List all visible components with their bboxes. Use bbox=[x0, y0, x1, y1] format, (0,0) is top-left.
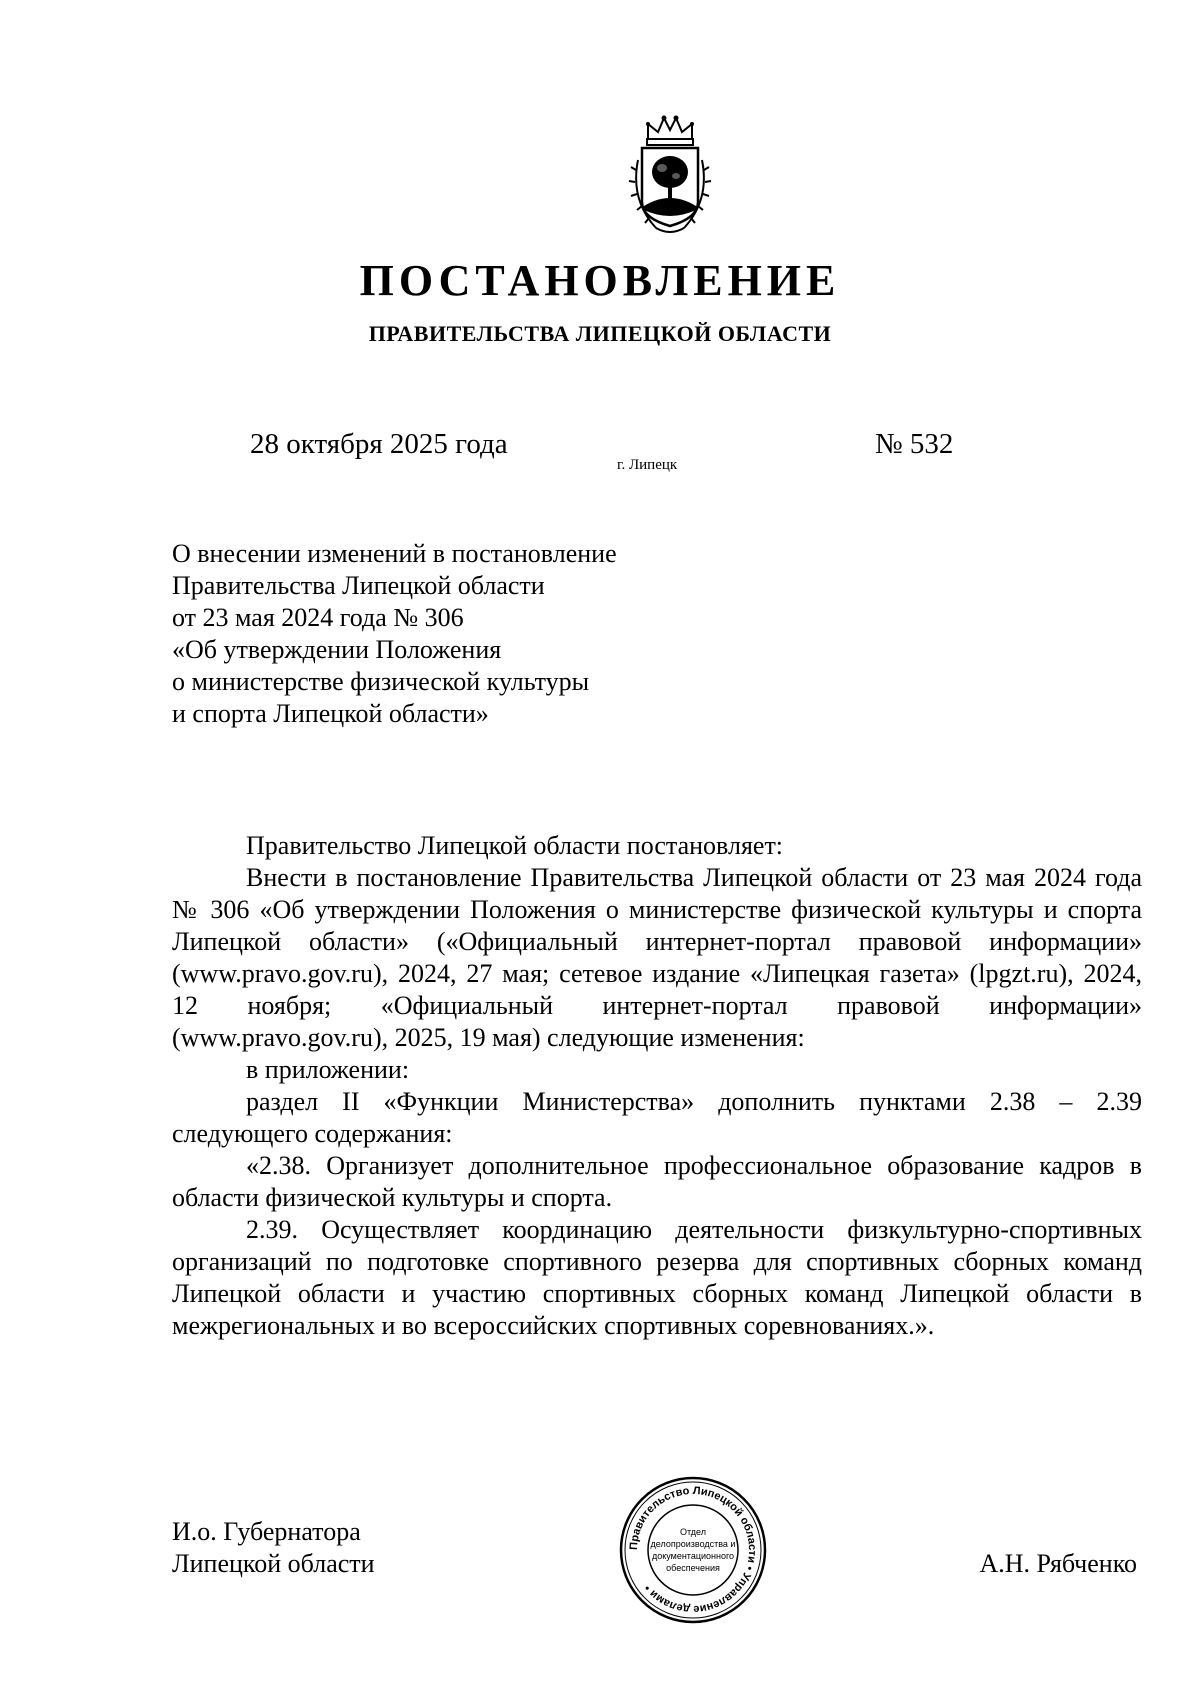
stamp-center-text: Отдел bbox=[679, 1527, 707, 1537]
document-body bbox=[172, 830, 1142, 1342]
signatory-position-line: И.о. Губернатора bbox=[172, 1517, 361, 1546]
subject-line: «Об утверждении Положения bbox=[172, 635, 502, 664]
document-number: № 532 bbox=[875, 428, 954, 460]
document-place: г. Липецк bbox=[617, 457, 678, 473]
seal-stamp-icon bbox=[618, 1475, 768, 1625]
document-subject bbox=[172, 538, 772, 730]
body-paragraph: раздел II «Функции Министерства» дополнить пунктами 2.38 – 2.39 следующего содержания: bbox=[172, 1087, 1142, 1148]
body-paragraph: «2.38. Организует дополнительное профессиональное образование кадров в области физической культуры и спорта. bbox=[172, 1151, 1142, 1212]
subject-line: и спорта Липецкой области» bbox=[172, 699, 489, 728]
coat-of-arms-icon bbox=[620, 110, 720, 240]
signatory-name: А.Н. Рябченко bbox=[979, 1549, 1137, 1578]
stamp-ring-text: Правительство Липецкой области • Управление делами • bbox=[627, 1484, 759, 1616]
stamp-center-text: делопроизводства и bbox=[650, 1539, 736, 1549]
subject-line: о министерстве физической культуры bbox=[172, 667, 590, 696]
document-date: 28 октября 2025 года bbox=[250, 428, 508, 460]
body-paragraph: 2.39. Осуществляет координацию деятельности физкультурно-спортивных организаций по подготовке спортивного резерва для спортивных сборных команд Липецкой области и участию спортивных сборных команд Липецкой области в межрегиональных и во всероссийских спортивных соревнованиях.». bbox=[172, 1215, 1142, 1340]
document-title: ПОСТАНОВЛЕНИЕ bbox=[359, 256, 841, 305]
stamp-center-text: документационного bbox=[651, 1551, 735, 1561]
subject-line: Правительства Липецкой области bbox=[172, 571, 545, 600]
stamp-center-text: обеспечения bbox=[666, 1563, 720, 1573]
signatory-position bbox=[172, 1516, 375, 1580]
body-paragraph: в приложении: bbox=[246, 1055, 410, 1084]
document-subtitle: ПРАВИТЕЛЬСТВА ЛИПЕЦКОЙ ОБЛАСТИ bbox=[368, 321, 832, 346]
subject-line: О внесении изменений в постановление bbox=[172, 539, 617, 568]
body-paragraph: Внести в постановление Правительства Липецкой области от 23 мая 2024 года № 306 «Об утверждении Положения о министерстве физической культуры и спорта Липецкой области» («Официальный интернет-портал правовой информации» (www.pravo.gov.ru), 2024, 27 мая; сетевое издание «Липецкая газета» (lpgzt.ru), 2024, 12 ноября; «Официальный интернет-портал правовой информации» (www.pravo.gov.ru), 2025, 19 мая) следующие изменения: bbox=[172, 863, 1142, 1052]
signatory-position-line: Липецкой области bbox=[172, 1549, 375, 1578]
body-paragraph: Правительство Липецкой области постановляет: bbox=[246, 831, 784, 860]
subject-line: от 23 мая 2024 года № 306 bbox=[172, 603, 464, 632]
